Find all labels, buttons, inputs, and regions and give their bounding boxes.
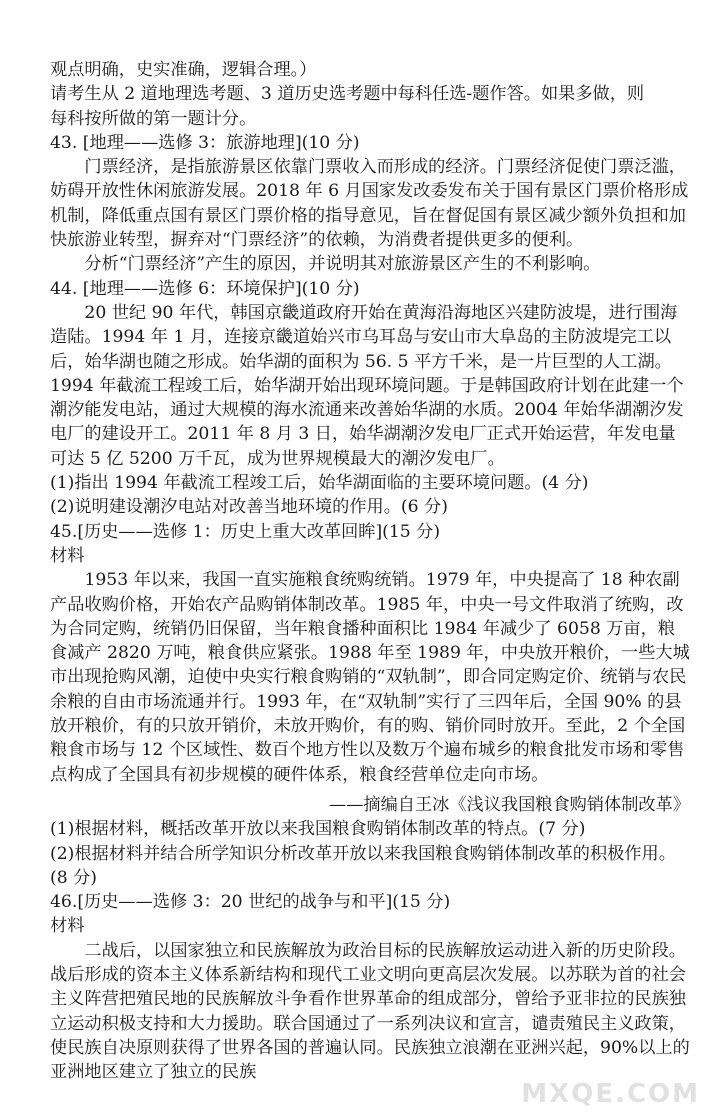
watermark: MXQE.COM xyxy=(521,1079,700,1109)
text-line: 请考生从 2 道地理选考题、3 道历史选考题中每科任选-题作答。如果多做，则 xyxy=(50,84,645,105)
document-body xyxy=(50,58,690,1084)
q44-sub1: (1)指出 1994 年截流工程竣工后，始华湖面临的主要环境问题。(4 分) xyxy=(50,473,589,494)
q46-header: 46.[历史——选修 3：20 世纪的战争与和平](15 分) xyxy=(50,892,451,913)
q46-material-label: 材料 xyxy=(50,916,85,937)
q44-text: 20 世纪 90 年代，韩国京畿道政府开始在黄海沿海地区兴建防波堤，进行围海造陆。1994 年 1 月，连接京畿道始兴市乌耳岛与安山市大阜岛的主防波堤完工以后，始华湖也随之形成。始华湖的面积为 56. 5 平方千米，是一片巨型的人工湖。1994 年截流工程竣工后，始华湖开始出现环境问题。于是韩国政府计划在此建一个潮汐能发电站，通过大规模的海水流通来改善始华湖的水质。2004 年始华湖潮汐发电厂的建设开工。2011 年 8 月 3 日，始华湖潮汐发电厂正式开始运营，年发电量可达 5 亿 5200 万千瓦，成为世界规模最大的潮汐发电厂。 xyxy=(50,302,684,469)
q44-sub2: (2)说明建设潮汐电站对改善当地环境的作用。(6 分) xyxy=(50,497,448,518)
q45-text: 1953 年以来，我国一直实施粮食统购统销。1979 年，中央提高了 18 种农副产品收购价格，开始农产品购销体制改革。1985 年，中央一号文件取消了统购，改为合同定购，统销仍旧保留，当年粮食播种面积比 1984 年减少了 6058 万亩，粮食减产 2820 万吨，粮食供应紧张。1988 年至 1989 年，中央放开粮价，一些大城市出现抢购风潮，迫使中央实行粮食购销的“双轨制”，即合同定购定价、统销与农民余粮的自由市场流通并行。1993 年，在“双轨制”实行了三四年后，全国 90% 的县放开粮价，有的只放开销价，未放开购价，有的购、销价同时放开。至此，2 个全国粮食市场与 12 个区域性、数百个地方性以及数万个遍布城乡的粮食批发市场和零售点构成了全国具有初步规模的硬件体系，粮食经营单位走向市场。 xyxy=(50,570,690,785)
text-line: 每科按所做的第一题计分。 xyxy=(50,108,257,129)
q46-text: 二战后，以国家独立和民族解放为政治目标的民族解放运动进入新的历史阶段。战后形成的资本主义体系新结构和现代工业文明向更高层次发展。以苏联为首的社会主义阵营把殖民地的民族解放斗争看作世界革命的组成部分，曾给予亚非拉的民族独立运动积极支持和大力援助。联合国通过了一系列决议和宣言，谴责殖民主义政策，使民族自决原则获得了世界各国的普遍认同。民族独立浪潮在亚洲兴起，90%以上的亚洲地区建立了独立的民族 xyxy=(50,940,690,1083)
text-line: 观点明确，史实准确，逻辑合理。） xyxy=(50,60,317,80)
q43-question: 分析“门票经济”产生的原因，并说明其对旅游景区产生的不利影响。 xyxy=(84,254,601,275)
q45-sub2: (2)根据材料并结合所学知识分析改革开放以来我国粮食购销体制改革的积极作用。(8 分) xyxy=(50,843,676,888)
q43-header: 43. [地理——选修 3：旅游地理](10 分) xyxy=(50,132,360,153)
q45-material-label: 材料 xyxy=(50,545,85,566)
q43-text: 门票经济，是指旅游景区依靠门票收入而形成的经济。门票经济促使门票泛滥，妨碍开放性休闲旅游发展。2018 年 6 月国家发改委发布关于国有景区门票价格形成机制，降低重点国有景区门票价格的指导意见，旨在督促国有景区减少额外负担和加快旅游业转型，摒弃对“门票经济”的依赖，为消费者提供更多的便利。 xyxy=(50,157,689,251)
q45-header: 45.[历史——选修 1：历史上重大改革回眸](15 分) xyxy=(50,521,441,542)
q45-sub1: (1)根据材料，概括改革开放以来我国粮食购销体制改革的特点。(7 分) xyxy=(50,819,586,840)
q44-header: 44. [地理——选修 6：环境保护](10 分) xyxy=(50,278,360,299)
q45-source: ——摘编自王冰《浅议我国粮食购销体制改革》 xyxy=(329,794,690,815)
